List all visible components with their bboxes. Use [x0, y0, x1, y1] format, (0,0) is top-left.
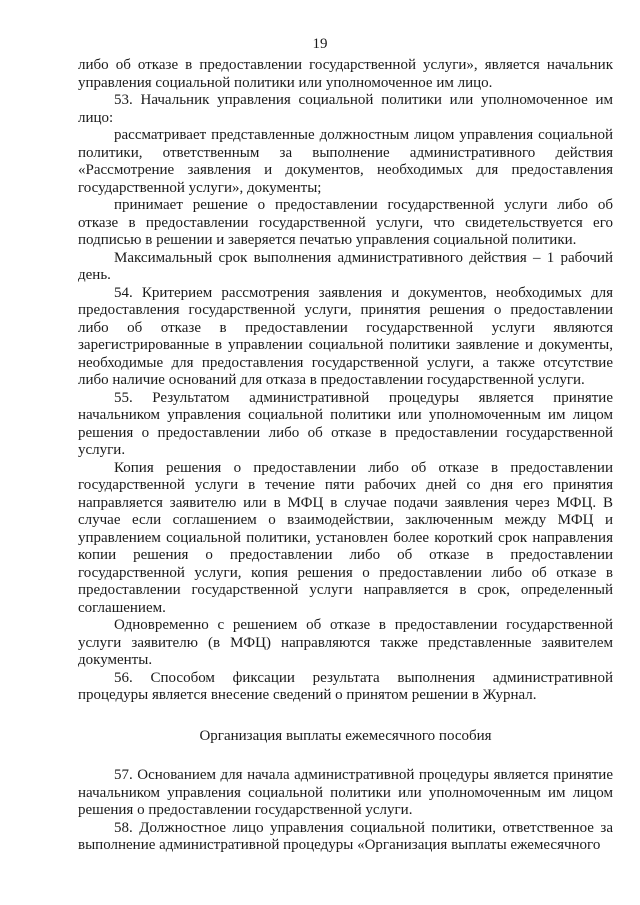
document-body	[78, 57, 613, 855]
paragraph: 58. Должностное лицо управления социальной политики, ответственное за выполнение административной процедуры «Организация выплаты ежемесячного	[78, 819, 613, 853]
paragraph: 56. Способом фиксации результата выполнения административной процедуры является внесение сведений о принятом решении в Журнал.	[78, 669, 613, 703]
paragraph: принимает решение о предоставлении государственной услуги либо об отказе в предоставлении государственной услуги, что свидетельствуется его подписью в решении и заверяется печатью управления социальной политики.	[78, 197, 613, 248]
paragraph: либо об отказе в предоставлении государственной услуги», является начальник управления социальной политики или уполномоченное им лицо.	[78, 57, 613, 91]
paragraph: Копия решения о предоставлении либо об отказе в предоставлении государственной услуги в течение пяти рабочих дней со дня его принятия направляется заявителю или в МФЦ в случае подачи заявления через МФЦ. В случае если соглашением о взаимодействии, заключенным между МФЦ и управлением социальной политики, установлен более короткий срок направления копии решения о предоставлении либо об отказе в предоставлении государственной услуги, копия решения о предоставлении либо об отказе в предоставлении государственной услуги направляется в срок, определенный соглашением.	[78, 459, 613, 616]
paragraph: 54. Критерием рассмотрения заявления и документов, необходимых для предоставления государственной услуги, принятия решения о предоставлении либо об отказе в предоставлении государственной услуги являются зарегистрированные в управлении социальной политики заявление и документы, необходимые для предоставления государственной услуги, а также отсутствие либо наличие оснований для отказа в предоставлении государственной услуги.	[78, 284, 613, 388]
paragraph: 57. Основанием для начала административной процедуры является принятие начальником управления социальной политики или уполномоченным им лицом решения о предоставлении государственной услуги.	[78, 767, 613, 818]
section-heading: Организация выплаты ежемесячного пособия	[199, 727, 492, 744]
paragraph: 55. Результатом административной процедуры является принятие начальником управления социальной политики или уполномоченным им лицом решения о предоставлении либо об отказе в предоставлении государственной услуги.	[78, 389, 613, 458]
paragraphs-after-block	[78, 767, 613, 855]
paragraph: 53. Начальник управления социальной политики или уполномоченное им лицо:	[78, 92, 613, 126]
paragraph: Одновременно с решением об отказе в предоставлении государственной услуги заявителю (в МФЦ) направляются также представленные заявителем документы.	[78, 617, 613, 668]
paragraph: Максимальный срок выполнения административного действия – 1 рабочий день.	[78, 249, 613, 283]
paragraphs-block	[78, 57, 613, 705]
page-number: 19	[312, 36, 328, 52]
paragraph: рассматривает представленные должностным лицом управления социальной политики, ответственным за выполнение административного действия «Рассмотрение заявления и документов, необходимых для предоставления государственной услуги», документы;	[78, 127, 613, 196]
